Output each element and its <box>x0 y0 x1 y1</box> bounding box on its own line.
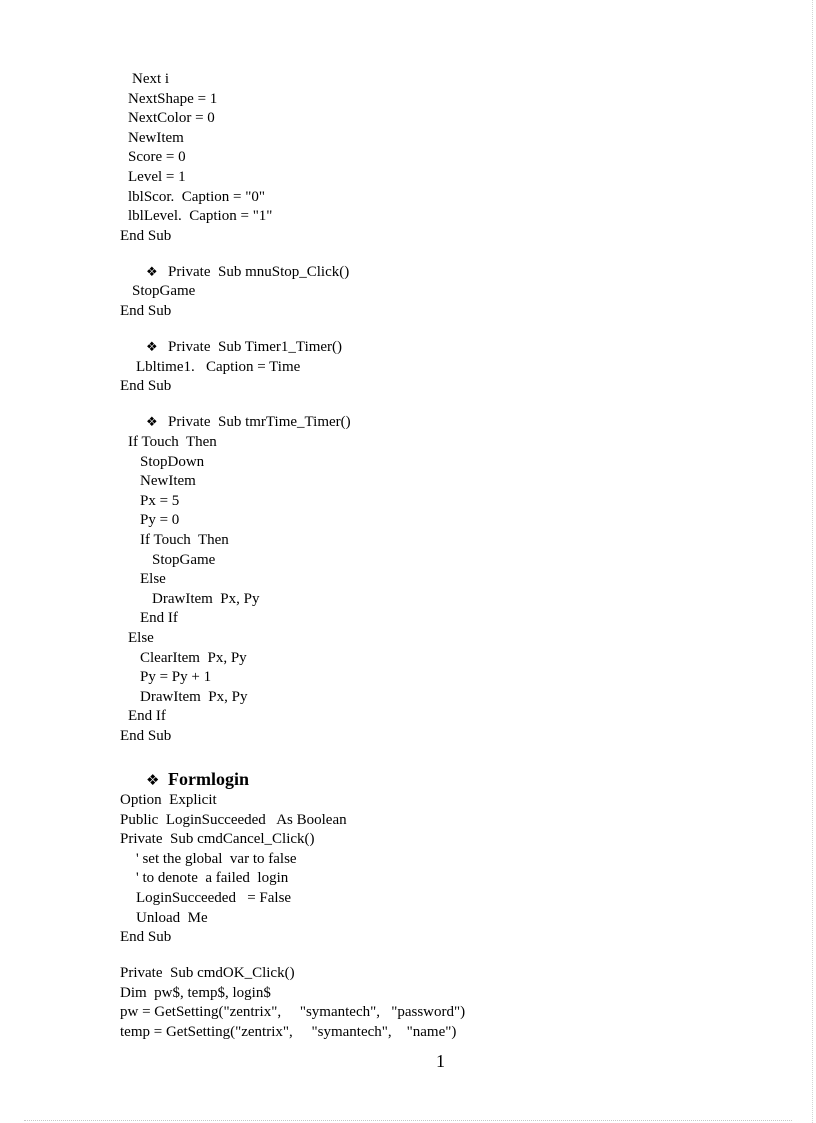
bullet-line <box>0 263 816 283</box>
section-heading <box>0 767 816 791</box>
code-line <box>0 531 816 551</box>
bullet-line-text: Private Sub mnuStop_Click() <box>168 263 350 280</box>
code-line-text: Else <box>140 571 166 588</box>
blank-line <box>0 397 816 414</box>
code-line <box>0 727 816 747</box>
code-line-text: StopGame <box>152 551 216 568</box>
code-line-text: If Touch Then <box>128 434 217 450</box>
code-line-text: Public LoginSucceeded As Boolean <box>120 811 347 828</box>
diamond-bullet-icon: ❖ <box>146 771 160 789</box>
code-line <box>0 433 816 453</box>
code-line <box>0 649 816 669</box>
code-line <box>0 850 816 870</box>
code-line-text: Lbltime1. Caption = Time <box>136 358 301 375</box>
bullet-line-text: Private Sub Timer1_Timer() <box>168 339 343 356</box>
code-line-text: ' set the global var to false <box>136 850 297 867</box>
code-line <box>0 688 816 708</box>
code-line <box>0 889 816 909</box>
code-line-text: Else <box>128 629 154 646</box>
code-line-text: pw = GetSetting("zentrix", "symantech", "password") <box>120 1004 466 1021</box>
page-bottom-border <box>24 1120 792 1121</box>
code-line-text: Level = 1 <box>128 168 186 185</box>
code-line-text: lblScor. Caption = "0" <box>128 188 265 205</box>
code-line-text: End Sub <box>120 727 172 744</box>
code-line-text: Unload Me <box>136 909 208 926</box>
bullet-line-text: Private Sub tmrTime_Timer() <box>168 414 351 431</box>
code-line <box>0 909 816 929</box>
code-line-text: temp = GetSetting("zentrix", "symantech", "name") <box>120 1024 457 1041</box>
code-line-text: End If <box>140 610 178 627</box>
diamond-bullet-icon: ❖ <box>146 264 158 280</box>
code-line <box>0 668 816 688</box>
code-line-text: End Sub <box>120 303 172 320</box>
code-line <box>0 377 816 397</box>
code-line-text: Private Sub cmdCancel_Click() <box>120 831 315 848</box>
blank-line <box>0 747 816 764</box>
page-number: 1 <box>436 1051 445 1071</box>
code-line <box>0 629 816 649</box>
diamond-bullet-icon: ❖ <box>146 415 158 431</box>
code-line <box>0 227 816 247</box>
blank-line <box>0 322 816 339</box>
code-line-text: NewItem <box>128 129 184 146</box>
code-line <box>0 964 816 984</box>
code-line-text: StopDown <box>140 453 205 470</box>
code-line <box>0 492 816 512</box>
code-line <box>0 928 816 948</box>
code-line <box>0 472 816 492</box>
code-line <box>0 609 816 629</box>
code-line-text: DrawItem Px, Py <box>140 688 248 705</box>
code-line <box>0 282 816 302</box>
code-line-text: lblLevel. Caption = "1" <box>128 208 273 225</box>
code-line-text: DrawItem Px, Py <box>152 590 260 607</box>
code-line-text: ' to denote a failed login <box>136 870 289 887</box>
code-line-text: End If <box>128 708 166 725</box>
bullet-line <box>0 338 816 358</box>
code-line <box>0 869 816 889</box>
diamond-bullet-icon: ❖ <box>146 340 158 356</box>
code-line-text: End Sub <box>120 929 172 946</box>
code-line <box>0 551 816 571</box>
code-line-text: LoginSucceeded = False <box>136 889 292 906</box>
code-line-text: End Sub <box>120 227 172 244</box>
code-line <box>0 811 816 831</box>
code-line <box>0 302 816 322</box>
code-line-text: ClearItem Px, Py <box>140 649 247 666</box>
code-line <box>0 1023 816 1043</box>
code-line <box>0 358 816 378</box>
code-line <box>0 70 816 90</box>
code-line <box>0 188 816 208</box>
code-line <box>0 570 816 590</box>
code-line <box>0 511 816 531</box>
code-line <box>0 830 816 850</box>
code-line <box>0 207 816 227</box>
page-right-border <box>812 0 813 1123</box>
code-line <box>0 590 816 610</box>
code-line-text: Private Sub cmdOK_Click() <box>120 965 295 982</box>
code-line <box>0 791 816 811</box>
blank-line <box>0 948 816 965</box>
code-line <box>0 1003 816 1023</box>
code-listing <box>0 70 816 1043</box>
code-line <box>0 707 816 727</box>
code-line <box>0 109 816 129</box>
code-line <box>0 148 816 168</box>
code-line-text: NextColor = 0 <box>128 110 215 127</box>
bullet-line <box>0 413 816 433</box>
section-heading-text: Formlogin <box>168 769 249 789</box>
code-line-text: Dim pw$, temp$, login$ <box>120 984 271 1001</box>
code-line <box>0 453 816 473</box>
code-line-text: StopGame <box>132 283 196 300</box>
code-line-text: Py = Py + 1 <box>140 669 212 686</box>
code-line-text: Option Explicit <box>120 792 217 808</box>
code-line <box>0 984 816 1004</box>
code-line-text: Score = 0 <box>128 149 186 166</box>
code-line-text: If Touch Then <box>140 531 229 548</box>
code-line-text: Py = 0 <box>140 512 180 529</box>
code-line <box>0 168 816 188</box>
code-line-text: NewItem <box>140 473 196 490</box>
blank-line <box>0 246 816 263</box>
code-line-text: End Sub <box>120 378 172 395</box>
code-line <box>0 129 816 149</box>
code-line-text: Px = 5 <box>140 492 180 509</box>
code-line <box>0 90 816 110</box>
code-line-text: NextShape = 1 <box>128 90 218 107</box>
code-line-text: Next i <box>132 71 170 87</box>
